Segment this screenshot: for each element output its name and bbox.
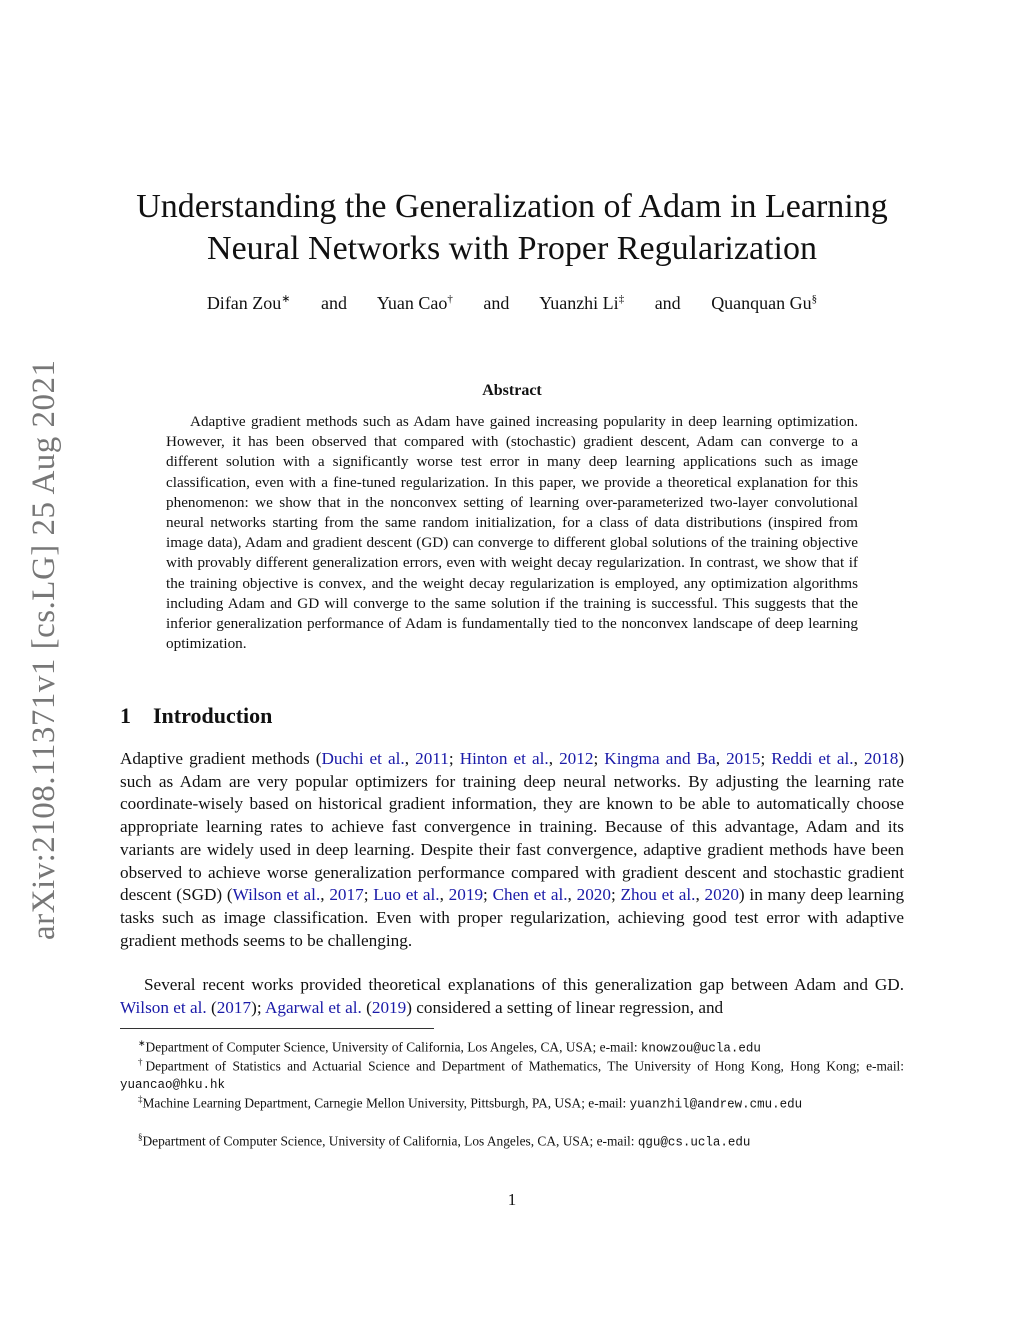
citation-punct: ) — [251, 997, 257, 1017]
paragraph-text: Several recent works provided theoretical explanations of this generalization gap between Adam and GD. — [144, 975, 904, 994]
footnote-text: Machine Learning Department, Carnegie Mellon University, Pittsburgh, PA, USA; e-mail: — [142, 1095, 630, 1111]
paragraph-text: ) in many deep learning tasks such as image classification. Even with proper regularization, achieving good test error with adaptive gradient methods seems to be challenging. — [120, 885, 905, 950]
page-number: 1 — [507, 1190, 517, 1209]
footnote-mark: ‡ — [138, 1094, 143, 1104]
section-heading — [120, 703, 272, 729]
footnote — [120, 1128, 904, 1151]
author-footnote-mark: § — [811, 293, 818, 305]
author-email[interactable]: qgu@cs.ucla.edu — [637, 1135, 751, 1150]
citation-separator: ; — [760, 749, 772, 768]
citation-link[interactable]: Zhou et al. — [620, 885, 696, 905]
footnote-text: Department of Computer Science, University of California, Los Angeles, CA, USA; e-mail: — [145, 1039, 641, 1055]
paragraph-text: considered a setting of linear regression, and — [411, 997, 724, 1017]
citation-punct: ( — [206, 997, 217, 1017]
footnote-mark: † — [138, 1057, 146, 1067]
citation-separator: ; — [593, 749, 605, 768]
intro-paragraph-1 — [120, 748, 904, 952]
footnote-mark: § — [138, 1132, 143, 1142]
footnote — [120, 1053, 904, 1094]
citation-separator: ; — [610, 885, 621, 905]
citation-year-link[interactable]: 2011 — [415, 749, 449, 768]
citation-link[interactable]: Wilson et al. — [120, 997, 207, 1017]
author-name: Difan Zou — [206, 293, 282, 313]
citation-link[interactable]: Agarwal et al. — [264, 997, 362, 1017]
paper-title — [110, 186, 914, 270]
citation-year-link[interactable]: 2020 — [704, 885, 739, 905]
citation-link[interactable]: Kingma and Ba — [604, 749, 716, 768]
paragraph-text: Adaptive gradient methods ( — [120, 749, 322, 768]
citation-punct: , — [320, 885, 330, 905]
citation-year-link[interactable]: 2019 — [371, 997, 407, 1017]
citation-year-link[interactable]: 2017 — [216, 997, 252, 1017]
citation-punct: , — [548, 749, 560, 768]
citation-punct: , — [695, 885, 705, 905]
citation-punct: ) — [406, 997, 412, 1017]
citation-year-link[interactable]: 2012 — [559, 749, 594, 768]
citation-link[interactable]: Duchi et al. — [321, 749, 405, 768]
author-list — [110, 292, 914, 314]
author-name: Yuan Cao — [376, 293, 448, 313]
citation-link[interactable]: Reddi et al. — [771, 749, 854, 768]
citation-punct: , — [853, 749, 864, 768]
abstract-text: Adaptive gradient methods such as Adam have gained increasing popularity in deep learning optimization. However, it has been observed that compared with (stochastic) gradient descent, Adam can converge to a different solution with a significantly worse test error in many deep learning applications such as image classification, even with a fine-tuned regularization. In this paper, we provide a theoretical explanation for this phenomenon: we show that in the nonconvex setting of learning over-parameterized two-layer convolutional neural networks starting from the same random initialization, for a class of data distributions (inspired from image data), Adam and gradient descent (GD) can converge to different global solutions of the training objective with provably different generalization errors, even with weight decay regularization. In contrast, we show that if the training objective is convex, and the weight decay regularization is employed, any optimization algorithms including Adam and GD will converge to the same solution if the training is successful. This suggests that the inferior generalization performance of Adam is fundamentally tied to the nonconvex landscape of deep learning optimization. — [166, 413, 858, 653]
footnote — [120, 1090, 904, 1113]
author-footnote-mark: ‡ — [618, 293, 625, 305]
author-separator: and — [654, 293, 681, 313]
citation-year-link[interactable]: 2018 — [863, 749, 899, 768]
author-separator: and — [321, 293, 348, 313]
citation-year-link[interactable]: 2020 — [576, 885, 611, 905]
author-footnote-mark: † — [447, 293, 453, 305]
footnote-divider — [120, 1028, 434, 1029]
footnote-text: Department of Computer Science, University of California, Los Angeles, CA, USA; e-mail: — [142, 1133, 638, 1149]
footnote-text: Department of Statistics and Actuarial Science and Department of Mathematics, The University of Hong Kong, Hong Kong; e-mail: — [145, 1058, 904, 1074]
intro-paragraph-2 — [120, 974, 904, 1019]
section-title: Introduction — [153, 703, 273, 728]
author-name: Yuanzhi Li — [539, 293, 619, 313]
title-line-2: Neural Networks with Proper Regularization — [207, 230, 817, 267]
citation-separator: ; — [256, 997, 265, 1017]
citation-separator: ; — [483, 885, 493, 905]
arxiv-identifier-stamp: arXiv:2108.11371v1 [cs.LG] 25 Aug 2021 — [26, 359, 62, 940]
citation-punct: , — [715, 749, 727, 768]
citation-link[interactable]: Luo et al. — [373, 885, 440, 905]
author-email[interactable]: yuanzhil@andrew.cmu.edu — [629, 1097, 803, 1112]
citation-link[interactable]: Wilson et al. — [232, 885, 321, 905]
abstract-heading: Abstract — [482, 382, 542, 399]
footnote-mark: ∗ — [138, 1038, 146, 1048]
section-number: 1 — [120, 703, 131, 728]
citation-separator: ; — [448, 749, 460, 768]
citation-punct: , — [439, 885, 449, 905]
paragraph-text: ) such as Adam are very popular optimizers for training deep neural networks. By adjusting the learning rate coordinate-wisely based on historical gradient information, they are known to be able to automatically choose appropriate learning rates to achieve fast convergence in training. Because of this advantage, Adam and its variants are widely used in deep learning. Despite their fast convergence, adaptive gradient methods have been observed to achieve worse generalization performance compared with gradient descent and stochastic gradient descent (SGD) ( — [120, 749, 905, 905]
citation-punct: , — [567, 885, 577, 905]
author-separator: and — [483, 293, 510, 313]
citation-link[interactable]: Hinton et al. — [459, 749, 549, 768]
citation-year-link[interactable]: 2019 — [448, 885, 484, 905]
author-email[interactable]: knowzou@ucla.edu — [640, 1041, 761, 1056]
citation-year-link[interactable]: 2017 — [329, 885, 364, 905]
citation-link[interactable]: Chen et al. — [492, 885, 568, 905]
citation-punct: ( — [361, 997, 372, 1017]
author-email[interactable]: yuancao@hku.hk — [120, 1078, 226, 1093]
citation-separator: ; — [363, 885, 374, 905]
citation-punct: , — [404, 749, 416, 768]
author-footnote-mark: ∗ — [281, 293, 291, 305]
citation-year-link[interactable]: 2015 — [726, 749, 761, 768]
title-line-1: Understanding the Generalization of Adam in Learning — [136, 188, 888, 225]
author-name: Quanquan Gu — [711, 293, 812, 313]
